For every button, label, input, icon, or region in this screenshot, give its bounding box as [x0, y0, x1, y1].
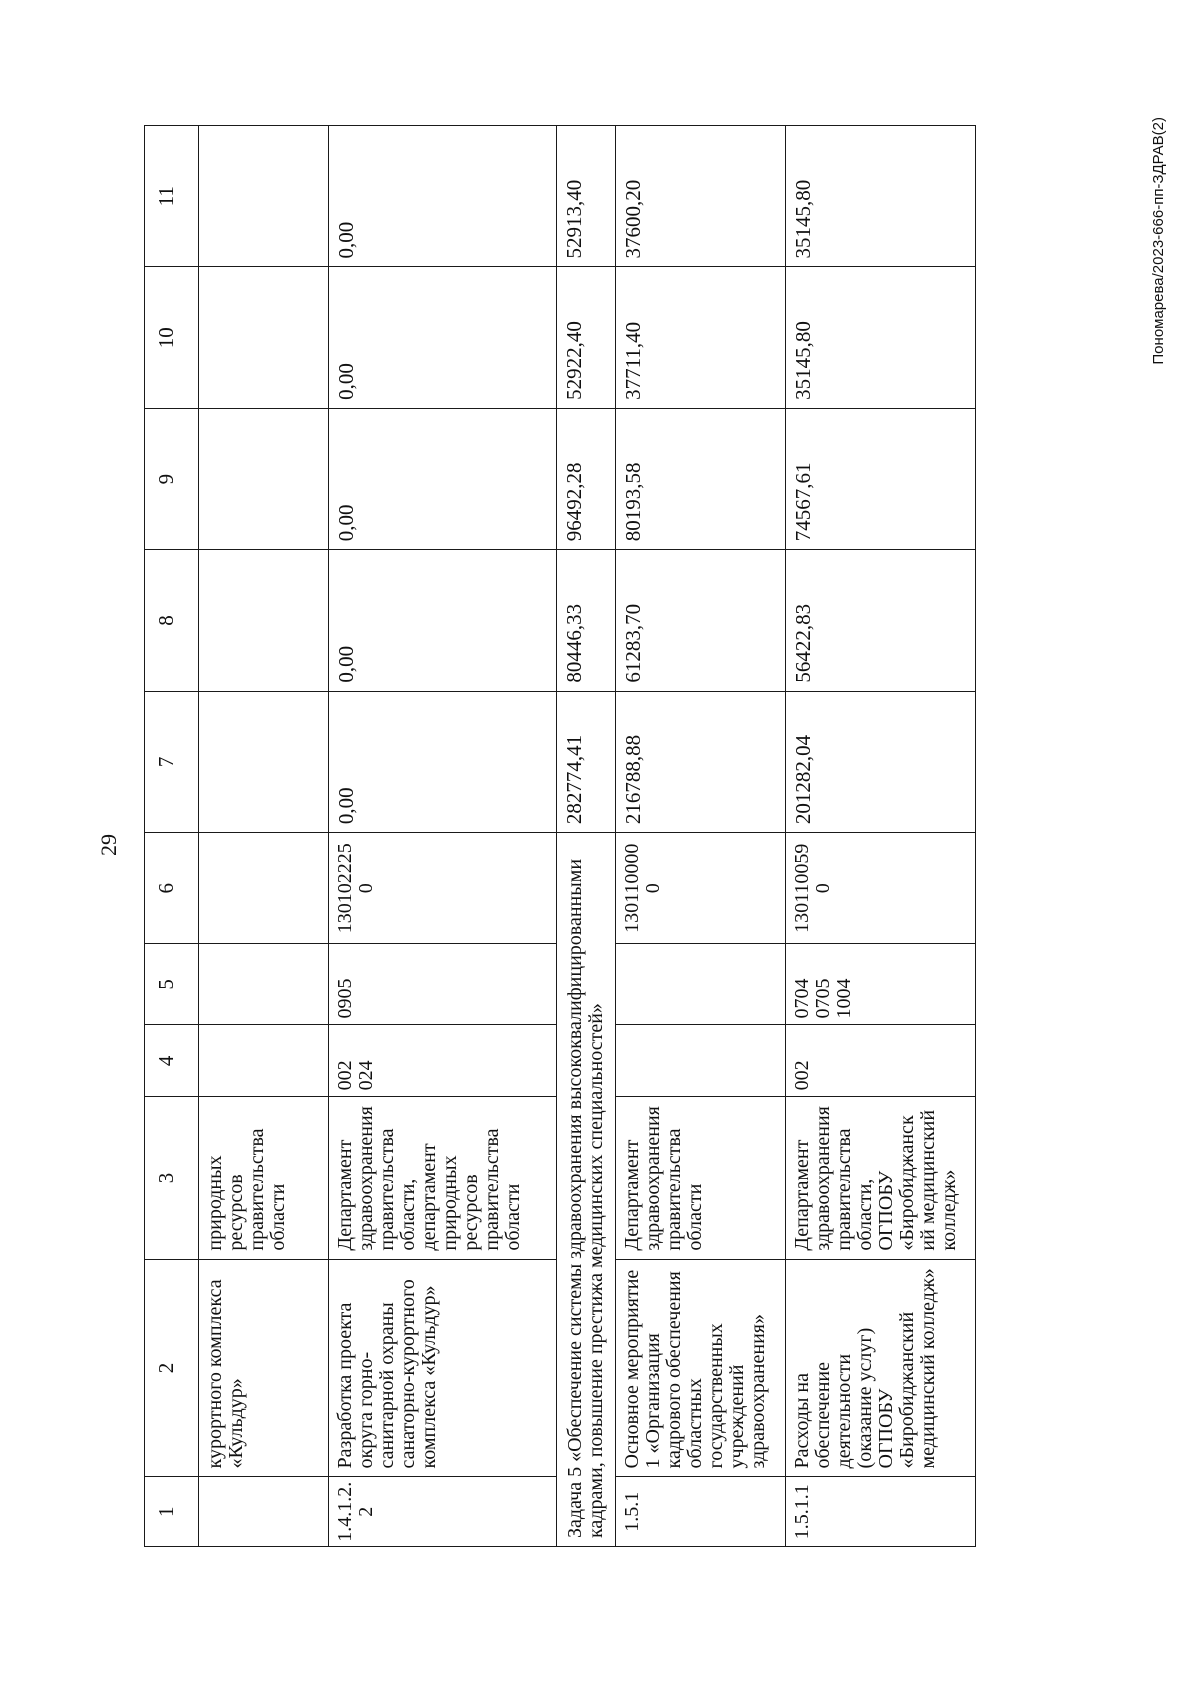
executor: Департамент здравоохранения правительства области, ОГПОБУ «Биробиджанский медицинский колледж» — [786, 1097, 976, 1259]
budget-table — [144, 125, 976, 1547]
value-cell — [199, 267, 329, 408]
task-row — [557, 126, 616, 1547]
value-cell: 80446,33 — [557, 550, 616, 691]
section-code — [616, 944, 786, 1025]
header-cell: 11 — [145, 126, 199, 268]
value-cell: 56422,83 — [786, 550, 976, 691]
value-cell: 52922,40 — [557, 267, 616, 408]
value-cell — [199, 126, 329, 268]
value-cell: 0,00 — [329, 408, 557, 549]
value-cell: 216788,88 — [616, 691, 786, 832]
row-number: 1.5.1.1 — [786, 1477, 976, 1547]
value-cell — [199, 550, 329, 691]
value-cell: 0,00 — [329, 267, 557, 408]
grbs-code — [616, 1025, 786, 1097]
row-number — [199, 1477, 329, 1547]
executor: Департамент здравоохранения правительства области — [616, 1097, 786, 1259]
row-number: 1.5.1 — [616, 1477, 786, 1547]
activity-name: курортного комплекса «Кульдур» — [199, 1259, 329, 1477]
header-cell: 6 — [145, 833, 199, 944]
task-title: Задача 5 «Обеспечение системы здравоохранения высококвалифицированными кадрами, повышение престижа медицинских специальностей» — [557, 833, 616, 1547]
executor: Департамент здравоохранения правительства области, департамент природных ресурсов правительства области — [329, 1097, 557, 1259]
value-cell: 96492,28 — [557, 408, 616, 549]
section-code — [199, 944, 329, 1025]
target-code: 1301022250 — [329, 833, 557, 944]
value-cell: 0,00 — [329, 126, 557, 268]
section-code: 0704 0705 1004 — [786, 944, 976, 1025]
header-cell: 1 — [145, 1477, 199, 1547]
value-cell: 282774,41 — [557, 691, 616, 832]
target-code: 1301100000 — [616, 833, 786, 944]
grbs-code: 002 — [786, 1025, 976, 1097]
grbs-code — [199, 1025, 329, 1097]
value-cell: 74567,61 — [786, 408, 976, 549]
value-cell: 0,00 — [329, 550, 557, 691]
activity-name: Расходы на обеспечение деятельности (оказание услуг) ОГПОБУ «Биробиджанский медицинский колледж» — [786, 1259, 976, 1477]
target-code — [199, 833, 329, 944]
value-cell: 35145,80 — [786, 267, 976, 408]
header-cell: 8 — [145, 550, 199, 691]
target-code: 1301100590 — [786, 833, 976, 944]
value-cell — [199, 691, 329, 832]
value-cell: 37711,40 — [616, 267, 786, 408]
section-code: 0905 — [329, 944, 557, 1025]
activity-name: Основное мероприятие 1 «Организация кадрового обеспечения областных государственных учреждений здравоохранения» — [616, 1259, 786, 1477]
value-cell: 0,00 — [329, 691, 557, 832]
header-cell: 7 — [145, 691, 199, 832]
table-row — [616, 126, 786, 1547]
value-cell: 35145,80 — [786, 126, 976, 268]
value-cell: 201282,04 — [786, 691, 976, 832]
activity-name: Разработка проекта округа горно-санитарной охраны санаторно-курортного комплекса «Кульдур» — [329, 1259, 557, 1477]
grbs-code: 002 024 — [329, 1025, 557, 1097]
header-cell: 5 — [145, 944, 199, 1025]
table-row — [786, 126, 976, 1547]
table-row — [199, 126, 329, 1547]
header-cell: 3 — [145, 1097, 199, 1259]
header-row — [145, 126, 199, 1547]
document-footer: Пономарева/2023-666-пп-ЗДРАВ(2) — [1150, 117, 1167, 365]
header-cell: 2 — [145, 1259, 199, 1477]
header-cell: 4 — [145, 1025, 199, 1097]
executor: природных ресурсов правительства области — [199, 1097, 329, 1259]
table-row — [329, 126, 557, 1547]
value-cell — [199, 408, 329, 549]
value-cell: 52913,40 — [557, 126, 616, 268]
value-cell: 37600,20 — [616, 126, 786, 268]
value-cell: 61283,70 — [616, 550, 786, 691]
value-cell: 80193,58 — [616, 408, 786, 549]
header-cell: 10 — [145, 267, 199, 408]
row-number: 1.4.1.2.2 — [329, 1477, 557, 1547]
page-number: 29 — [96, 834, 121, 856]
header-cell: 9 — [145, 408, 199, 549]
